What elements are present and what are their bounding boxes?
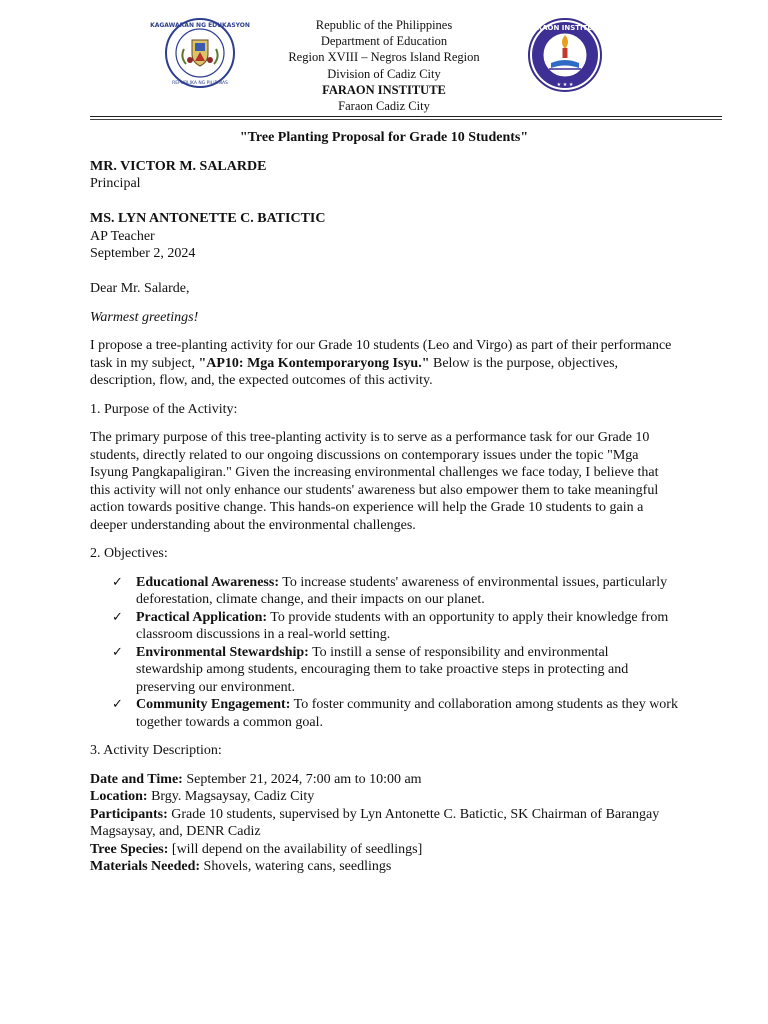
subject-title: "AP10: Mga Kontemporaryong Isyu." bbox=[198, 355, 430, 371]
detail-value: September 21, 2024, 7:00 am to 10:00 am bbox=[182, 771, 422, 787]
detail-participants bbox=[90, 806, 678, 841]
checkmark-icon: ✓ bbox=[112, 697, 123, 712]
intro-text-end: Below is the purpose, objectives, description, flow, and, the expected outcomes of this activity. bbox=[90, 355, 619, 388]
recipient-title: Principal bbox=[90, 176, 141, 191]
objective-label: Community Engagement: bbox=[136, 697, 291, 712]
header-line-region: Region XVIII – Negros Island Region bbox=[288, 50, 480, 65]
svg-text:★ ★ ★: ★ ★ ★ bbox=[556, 82, 574, 88]
detail-value: Brgy. Magsaysay, Cadiz City bbox=[147, 789, 315, 804]
faraon-institute-seal-logo bbox=[527, 17, 603, 93]
detail-label: Location: bbox=[90, 789, 148, 804]
objective-label: Environmental Stewardship: bbox=[136, 644, 309, 660]
school-name: FARAON INSTITUTE bbox=[322, 82, 446, 97]
intro-paragraph bbox=[90, 337, 678, 390]
sender-title: AP Teacher bbox=[90, 228, 155, 244]
checkmark-icon: ✓ bbox=[112, 644, 123, 660]
checkmark-icon: ✓ bbox=[112, 609, 123, 625]
svg-text:REPUBLIKA NG PILIPINAS: REPUBLIKA NG PILIPINAS bbox=[172, 81, 228, 86]
detail-label: Date and Time: bbox=[90, 771, 183, 787]
header-divider-line bbox=[90, 116, 722, 117]
detail-label: Tree Species: bbox=[90, 841, 169, 857]
section-description-heading: 3. Activity Description: bbox=[90, 743, 222, 758]
letter-body bbox=[90, 129, 678, 876]
svg-text:FARAON INSTITUTE: FARAON INSTITUTE bbox=[527, 24, 603, 32]
detail-tree-species bbox=[90, 841, 678, 859]
header-divider-line-thin bbox=[90, 119, 722, 120]
detail-materials bbox=[90, 858, 678, 876]
checkmark-icon: ✓ bbox=[112, 574, 123, 590]
objectives-list bbox=[90, 574, 678, 732]
detail-value: Shovels, watering cans, seedlings bbox=[200, 859, 392, 874]
objective-item bbox=[90, 609, 678, 644]
activity-details bbox=[90, 771, 678, 876]
salutation: Dear Mr. Salarde, bbox=[90, 281, 190, 296]
objective-label: Practical Application: bbox=[136, 609, 268, 625]
letter-title: "Tree Planting Proposal for Grade 10 Students" bbox=[239, 130, 529, 145]
objective-item bbox=[90, 644, 678, 697]
detail-label: Materials Needed: bbox=[90, 859, 201, 874]
svg-text:KAGAWARAN NG EDUKASYON: KAGAWARAN NG EDUKASYON bbox=[150, 22, 250, 29]
detail-location bbox=[90, 788, 678, 806]
letter-date: September 2, 2024 bbox=[90, 246, 196, 261]
header-line-department: Department of Education bbox=[320, 34, 448, 49]
detail-value: [will depend on the availability of seedlings] bbox=[168, 841, 423, 857]
letterhead-text bbox=[234, 17, 534, 114]
section-purpose-body: The primary purpose of this tree-planting activity is to serve as a performance task for our Grade 10 students, directly related to our ongoing discussions on contemporary issues under the topic "Mga Isyung Pangkapaligiran." Given the increasing environmental challenges we face today, I believe that this activity will not only enhance our students' awareness but also empower them to take meaningful action towards positive change. This hands-on experience will help the Grade 10 students to gain a deeper understanding about the environmental challenges. bbox=[90, 430, 659, 533]
header-line-republic: Republic of the Philippines bbox=[315, 18, 453, 32]
section-objectives-heading: 2. Objectives: bbox=[90, 546, 168, 561]
header-line-division: Division of Cadiz City bbox=[327, 66, 441, 81]
detail-value: Grade 10 students, supervised by Lyn Antonette C. Batictic, SK Chairman of Barangay Magsaysay, and, DENR Cadiz bbox=[90, 806, 660, 839]
objective-text: To increase students' awareness of environmental issues, particularly deforestation, climate change, and their impacts on our planet. bbox=[136, 574, 668, 607]
section-purpose-heading: 1. Purpose of the Activity: bbox=[90, 401, 238, 417]
intro-text-start: I propose a tree-planting activity for our Grade 10 students (Leo and Virgo) as part of their performance task in my subject, bbox=[90, 338, 672, 371]
objective-label: Educational Awareness: bbox=[136, 574, 279, 590]
detail-label: Participants: bbox=[90, 806, 168, 822]
objective-item bbox=[90, 574, 678, 609]
school-location: Faraon Cadiz City bbox=[338, 99, 430, 114]
detail-date-time bbox=[90, 771, 678, 789]
objective-text: To instill a sense of responsibility and environmental stewardship among students, encouraging them to take proactive steps in protecting and preserving our environment. bbox=[136, 644, 629, 695]
greeting: Warmest greetings! bbox=[90, 309, 199, 325]
deped-seal-logo bbox=[150, 16, 250, 90]
letterhead bbox=[0, 0, 768, 120]
sender-name: MS. LYN ANTONETTE C. BATICTIC bbox=[90, 211, 326, 226]
objective-text: To provide students with an opportunity to apply their knowledge from classroom discussions in a real-world setting. bbox=[136, 609, 669, 642]
objective-text: To foster community and collaboration among students as they work together towards a common goal. bbox=[136, 697, 678, 730]
recipient-name: MR. VICTOR M. SALARDE bbox=[90, 158, 267, 174]
objective-item bbox=[90, 696, 678, 731]
